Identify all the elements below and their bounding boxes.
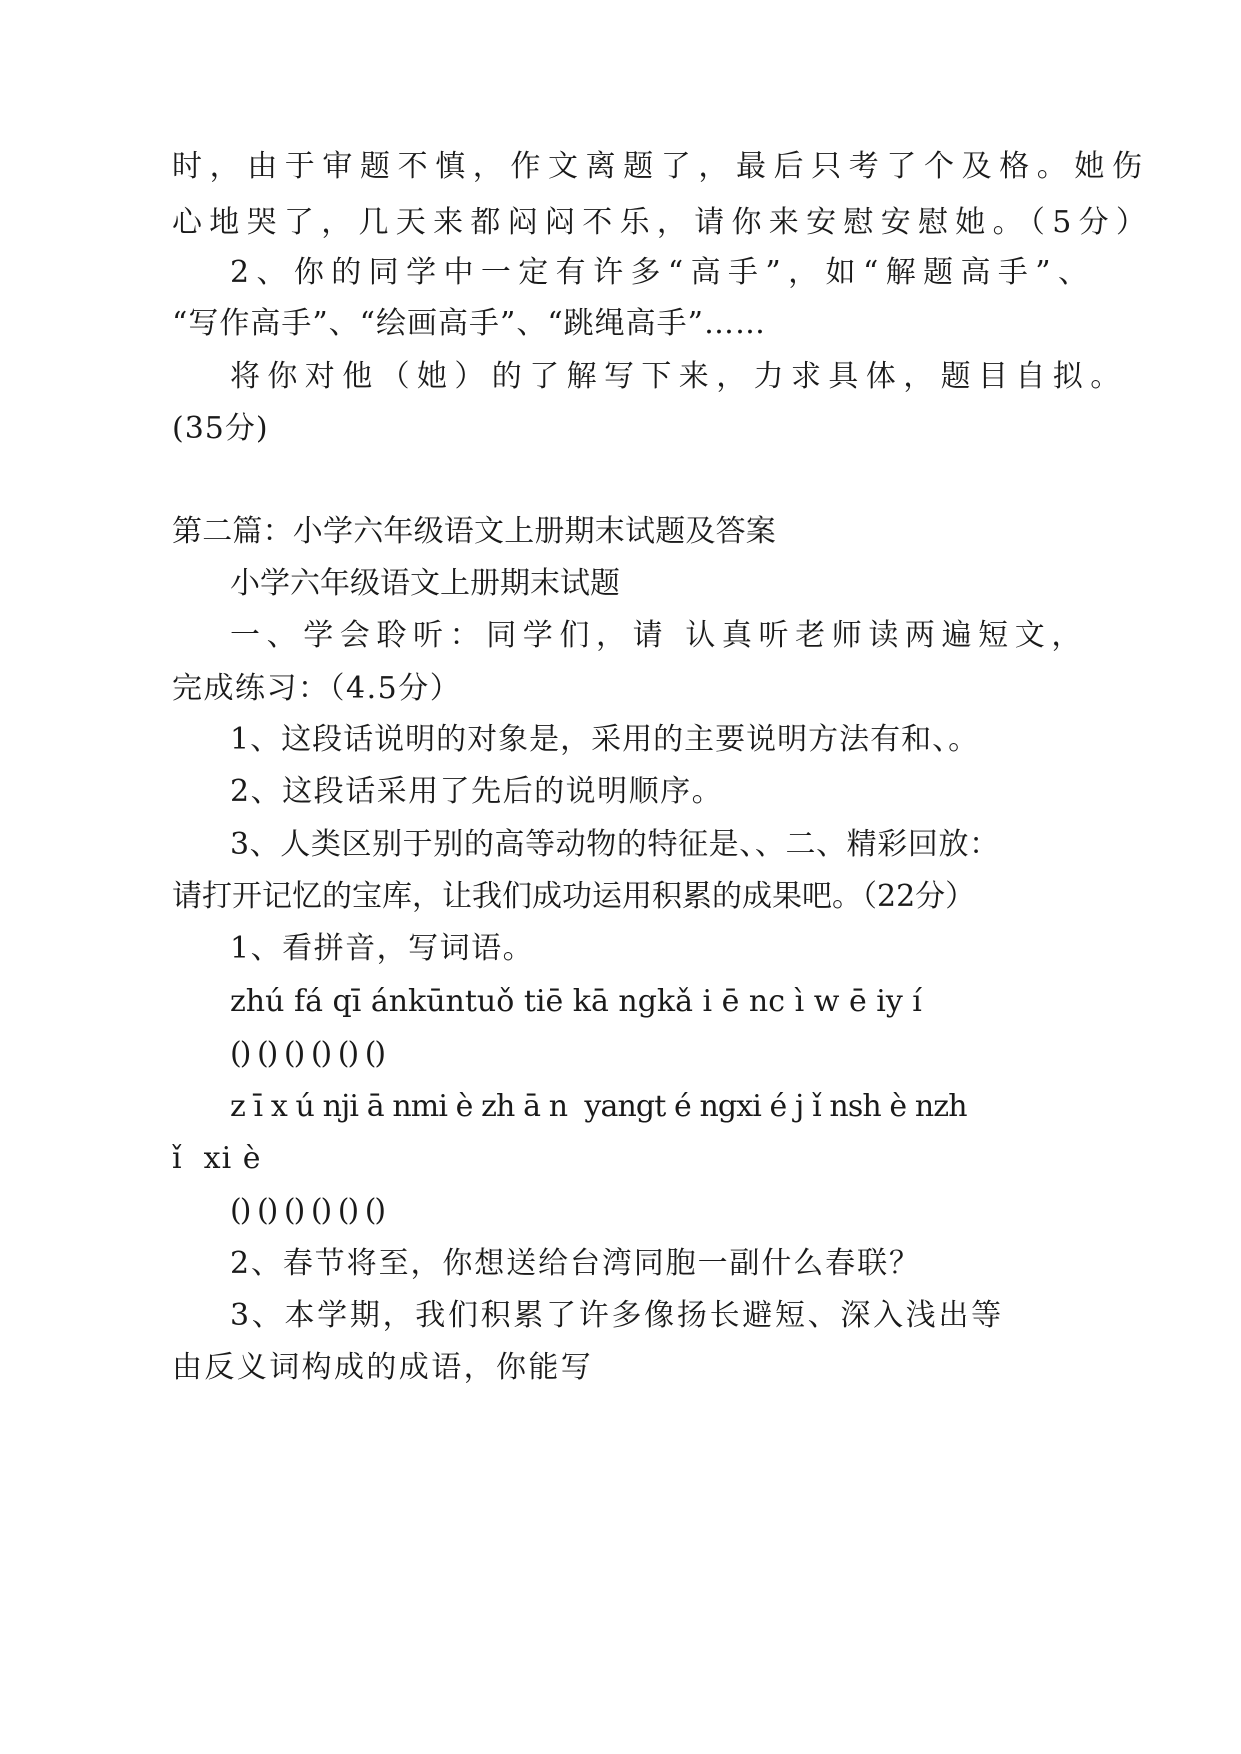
body-line: 请打开记忆的宝库，让我们成功运用积累的成果吧。（22分） bbox=[172, 879, 976, 914]
body-line: 3、本学期，我们积累了许多像扬长避短、深入浅出等 bbox=[230, 1298, 1004, 1333]
body-line: 将你对他（她）的了解写下来，力求具体，题目自拟。 bbox=[230, 359, 1128, 394]
answer-blanks: () () () () () () bbox=[230, 1193, 385, 1228]
body-line: 2、你的同学中一定有许多“高手”，如“解题高手”、 bbox=[230, 255, 1096, 290]
body-line: 时，由于审题不慎，作文离题了，最后只考了个及格。她伤 bbox=[172, 149, 1150, 184]
section-title: 第二篇：小学六年级语文上册期末试题及答案 bbox=[172, 514, 776, 549]
body-line: 1、看拼音，写词语。 bbox=[230, 931, 535, 966]
subtitle: 小学六年级语文上册期末试题 bbox=[230, 566, 620, 601]
body-line: 心地哭了，几天来都闷闷不乐，请你来安慰安慰她。（5分） bbox=[172, 205, 1154, 240]
pinyin-line: zhú fá qī ánkūntuǒ tiē kā ngkǎ i ē nc ì w ē iy í bbox=[230, 984, 922, 1019]
pinyin-line: ǐ xi è bbox=[172, 1141, 262, 1176]
body-line: 由反义词构成的成语，你能写 bbox=[172, 1350, 594, 1385]
body-line: 3、人类区别于别的高等动物的特征是、、二、精彩回放： bbox=[230, 827, 1000, 862]
body-line: 2、春节将至，你想送给台湾同胞一副什么春联？ bbox=[230, 1246, 921, 1281]
body-line: 一、学会聆听：同学们，请 认真听老师读两遍短文， bbox=[230, 618, 1088, 653]
pinyin-line: z ī x ú nji ā nmi è zh ā n yangt é ngxi é j ǐ nsh è nzh bbox=[230, 1089, 967, 1124]
body-line: “写作高手”、“绘画高手”、“跳绳高手”…… bbox=[172, 306, 767, 341]
body-line: (35分) bbox=[172, 411, 269, 446]
body-line: 2、这段话采用了先后的说明顺序。 bbox=[230, 774, 724, 809]
body-line: 1、这段话说明的对象是，采用的主要说明方法有和、。 bbox=[230, 722, 980, 757]
answer-blanks: () () () () () () bbox=[230, 1036, 385, 1071]
body-line: 完成练习：（4.5分） bbox=[172, 671, 462, 706]
